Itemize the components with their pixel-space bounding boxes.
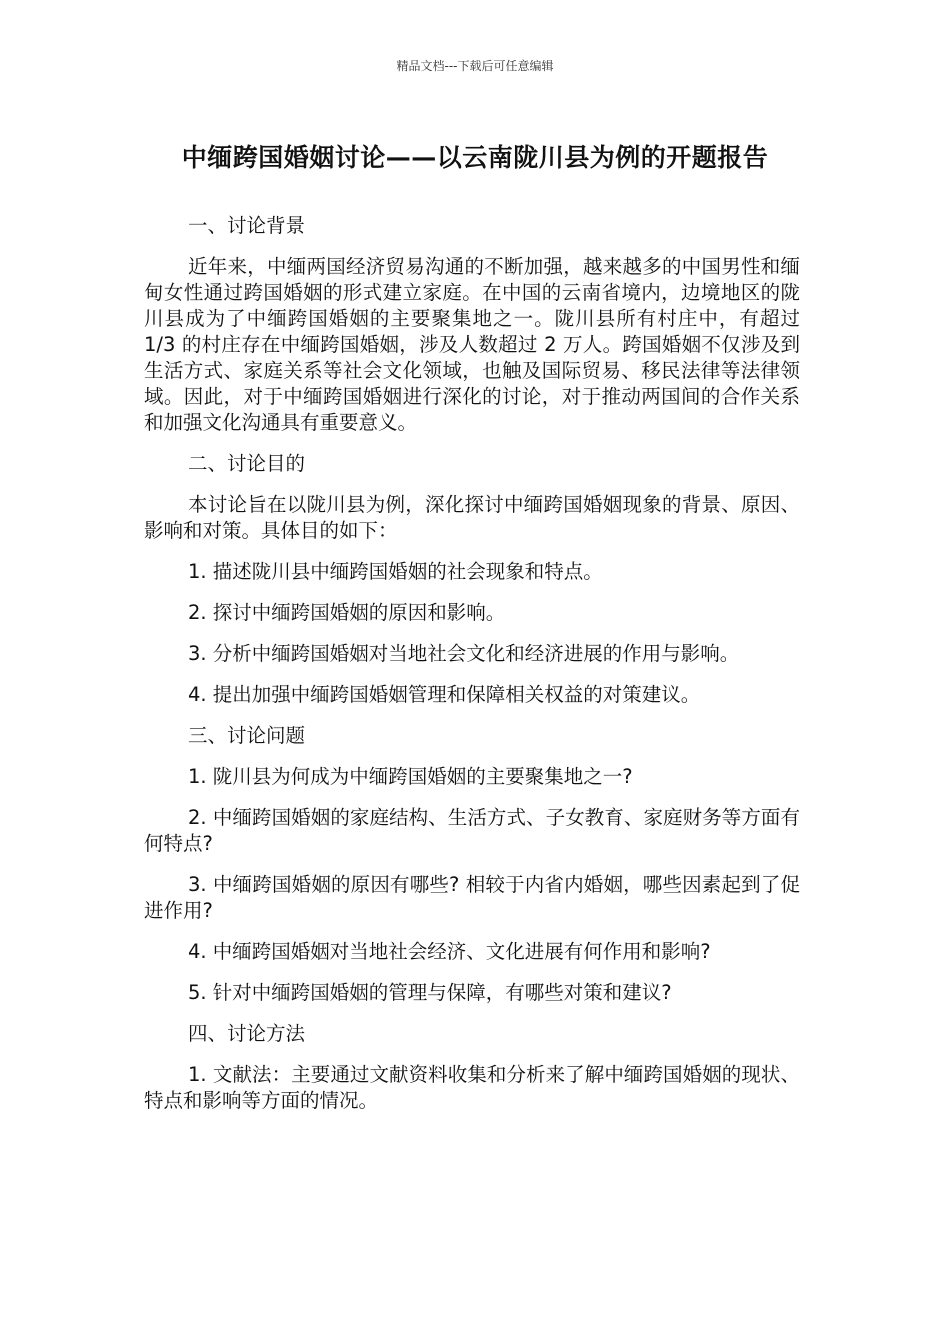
list-item-question-1: 1. 陇川县为何成为中缅跨国婚姻的主要聚集地之一? [188, 765, 633, 788]
document-body [144, 213, 800, 1129]
page-header-note: 精品文档---下载后可任意编辑 [396, 59, 554, 73]
paragraph-purpose-intro: 本讨论旨在以陇川县为例，深化探讨中缅跨国婚姻现象的背景、原因、影响和对策。具体目的如下： [144, 493, 800, 542]
list-item-purpose-4: 4. 提出加强中缅跨国婚姻管理和保障相关权益的对策建议。 [188, 683, 701, 706]
list-item-question-4: 4. 中缅跨国婚姻对当地社会经济、文化进展有何作用和影响? [188, 940, 711, 963]
list-item-method-1: 1. 文献法：主要通过文献资料收集和分析来了解中缅跨国婚姻的现状、特点和影响等方面的情况。 [144, 1063, 800, 1112]
document-title: 中缅跨国婚姻讨论——以云南陇川县为例的开题报告 [181, 143, 769, 172]
list-item-question-3: 3. 中缅跨国婚姻的原因有哪些? 相较于内省内婚姻，哪些因素起到了促进作用? [144, 873, 800, 922]
paragraph-background: 近年来，中缅两国经济贸易沟通的不断加强，越来越多的中国男性和缅甸女性通过跨国婚姻的形式建立家庭。在中国的云南省境内，边境地区的陇川县成为了中缅跨国婚姻的主要聚集地之一。陇川县所有村庄中，有超过 1/3 的村庄存在中缅跨国婚姻，涉及人数超过 2 万人。跨国婚姻不仅涉及到生活方式、家庭关系等社会文化领域，也触及国际贸易、移民法律等法律领域。因此，对于中缅跨国婚姻进行深化的讨论，对于推动两国间的合作关系和加强文化沟通具有重要意义。 [144, 255, 800, 434]
section-heading-questions: 三、讨论问题 [188, 724, 306, 747]
list-item-purpose-3: 3. 分析中缅跨国婚姻对当地社会文化和经济进展的作用与影响。 [188, 642, 740, 665]
list-item-question-2: 2. 中缅跨国婚姻的家庭结构、生活方式、子女教育、家庭财务等方面有何特点? [144, 806, 800, 855]
list-item-purpose-2: 2. 探讨中缅跨国婚姻的原因和影响。 [188, 601, 506, 624]
list-item-question-5: 5. 针对中缅跨国婚姻的管理与保障，有哪些对策和建议? [188, 981, 672, 1004]
section-heading-purpose: 二、讨论目的 [188, 452, 306, 475]
section-heading-methods: 四、讨论方法 [188, 1022, 306, 1045]
list-item-purpose-1: 1. 描述陇川县中缅跨国婚姻的社会现象和特点。 [188, 560, 603, 583]
section-heading-background: 一、讨论背景 [188, 214, 306, 237]
